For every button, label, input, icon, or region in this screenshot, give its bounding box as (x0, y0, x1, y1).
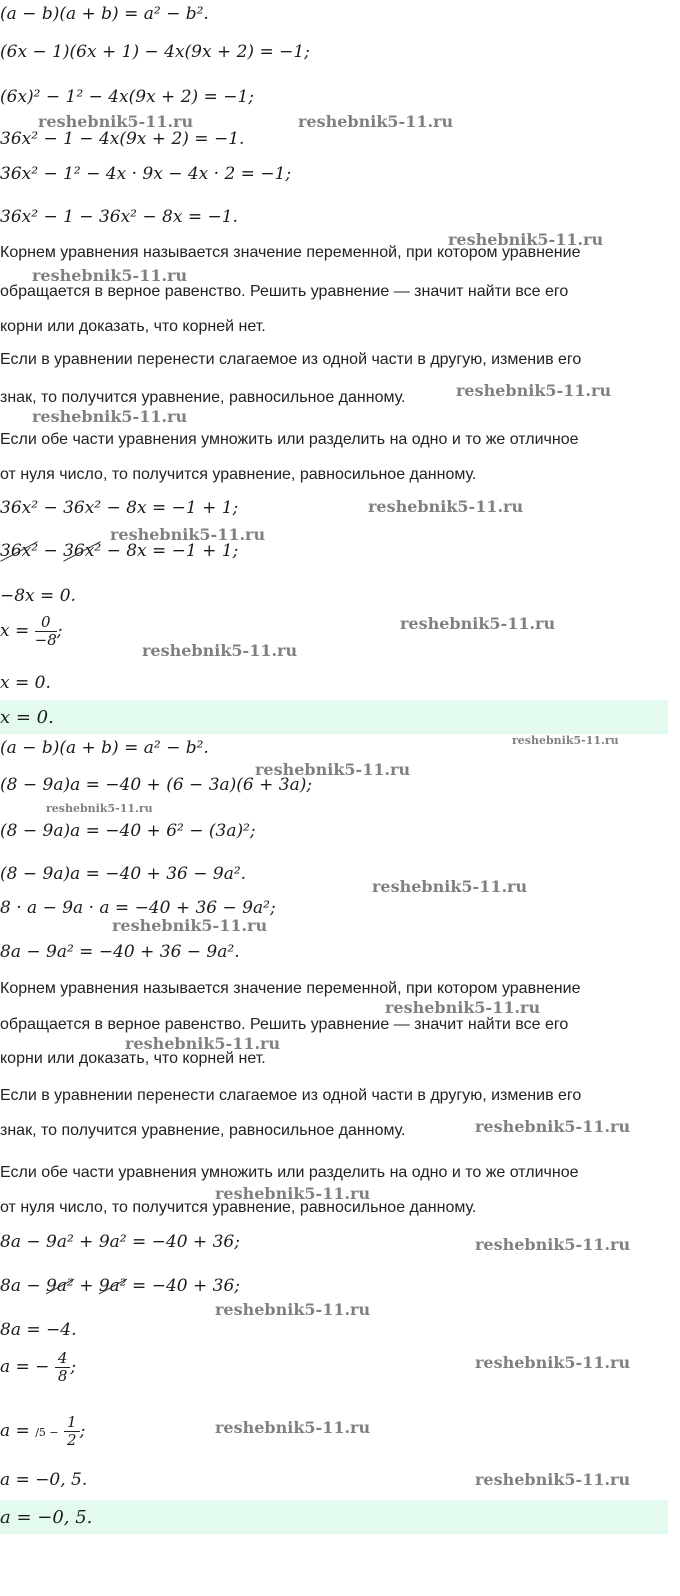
watermark: reshebnik5-11.ru (372, 877, 528, 896)
rule-multiply-line: от нуля число, то получится уравнение, равносильное данному. (0, 466, 477, 483)
rule-transfer-line: Если в уравнении перенести слагаемое из одной части в другую, изменив его (0, 1087, 582, 1104)
equation-line: x = 0. (0, 673, 51, 693)
watermark: reshebnik5-11.ru (456, 381, 612, 400)
rule-multiply-line: от нуля число, то получится уравнение, равносильное данному. (0, 1199, 477, 1216)
equation-line: 36x² − 36x² − 8x = −1 + 1; (0, 498, 239, 518)
identity-line: (a − b)(a + b) = a² − b². (0, 4, 209, 24)
rule-root-line: Корнем уравнения называется значение переменной, при котором уравнение (0, 244, 581, 261)
equation-rest: − 8x = −1 + 1; (106, 541, 239, 561)
watermark: reshebnik5-11.ru (32, 407, 188, 426)
fraction-denominator: 8 (57, 1367, 68, 1385)
equation-line: −8x = 0. (0, 586, 76, 606)
fraction-numerator: 0 (35, 614, 57, 632)
watermark: reshebnik5-11.ru (112, 916, 268, 935)
equation-line: (8 − 9a)a = −40 + 36 − 9a². (0, 864, 247, 884)
cancelled-equation-line (0, 1276, 680, 1296)
equation-line: (8 − 9a)a = −40 + (6 − 3a)(6 + 3a); (0, 775, 313, 795)
watermark: reshebnik5-11.ru (298, 112, 454, 131)
watermark: reshebnik5-11.ru (475, 1235, 631, 1254)
watermark: reshebnik5-11.ru (475, 1470, 631, 1489)
cancelled-equation-line (0, 541, 680, 561)
rule-root-line: Корнем уравнения называется значение переменной, при котором уравнение (0, 980, 581, 997)
watermark: reshebnik5-11.ru (448, 230, 604, 249)
watermark: reshebnik5-11.ru (400, 614, 556, 633)
watermark: reshebnik5-11.ru (385, 998, 541, 1017)
watermark: reshebnik5-11.ru (512, 734, 619, 747)
equation-line: 36x² − 1 − 4x(9x + 2) = −1. (0, 129, 245, 149)
equation-line: 8 · a − 9a · a = −40 + 36 − 9a²; (0, 898, 276, 918)
equation-line: (6x)² − 1² − 4x(9x + 2) = −1; (0, 87, 254, 107)
equation-line: 36x² − 1 − 36x² − 8x = −1. (0, 207, 238, 227)
rule-transfer-line: знак, то получится уравнение, равносильное данному. (0, 1122, 406, 1139)
equation-line: (6x − 1)(6x + 1) − 4x(9x + 2) = −1; (0, 42, 310, 62)
rule-transfer-line: Если в уравнении перенести слагаемое из одной части в другую, изменив его (0, 351, 582, 368)
plus-sign: + (79, 1276, 94, 1296)
fraction-numerator: 4 (55, 1350, 71, 1368)
fraction-lhs: a = − (0, 1357, 50, 1377)
watermark: reshebnik5-11.ru (46, 802, 153, 815)
cancelled-term: 9a² (46, 1276, 74, 1296)
rule-root-line: обращается в верное равенство. Решить уравнение — значит найти все его (0, 283, 569, 300)
minus-sign: − (43, 541, 64, 561)
watermark: reshebnik5-11.ru (215, 1300, 371, 1319)
rule-multiply-line: Если обе части уравнения умножить или разделить на одно и то же отличное (0, 431, 579, 448)
watermark: reshebnik5-11.ru (32, 266, 188, 285)
watermark: reshebnik5-11.ru (125, 1034, 281, 1053)
cancelled-term: 9a² (98, 1276, 127, 1296)
cancelled-term: 36x² (63, 541, 102, 561)
fraction-line: a = − $\frac{4}{8}$ ; (0, 1349, 77, 1385)
equation-line: (8 − 9a)a = −40 + 6² − (3a)²; (0, 821, 256, 841)
cancelled-term: 36x² (0, 541, 39, 561)
equation-line: 36x² − 1² − 4x · 9x − 4x · 2 = −1; (0, 164, 292, 184)
fraction (64, 1414, 80, 1449)
watermark: reshebnik5-11.ru (255, 760, 411, 779)
watermark: reshebnik5-11.ru (142, 641, 298, 660)
watermark: reshebnik5-11.ru (475, 1117, 631, 1136)
fraction-fragment: /5 − (35, 1426, 59, 1439)
watermark: reshebnik5-11.ru (368, 497, 524, 516)
answer-text: x = 0. (0, 707, 54, 728)
equation-start: 8a − (0, 1276, 41, 1296)
watermark: reshebnik5-11.ru (38, 112, 194, 131)
watermark: reshebnik5-11.ru (215, 1418, 371, 1437)
fraction (55, 1350, 71, 1385)
equation-line: 8a = −4. (0, 1320, 77, 1340)
watermark: reshebnik5-11.ru (215, 1184, 371, 1203)
fraction-numerator: 1 (64, 1414, 80, 1432)
answer-highlight (0, 700, 668, 734)
fraction-denominator: 2 (67, 1431, 77, 1449)
rule-transfer-line: знак, то получится уравнение, равносильное данному. (0, 389, 406, 406)
fraction-line: x = $\frac{0}{-8}$ ; (0, 613, 63, 649)
answer-highlight (0, 1500, 668, 1534)
equation-line: 8a − 9a² = −40 + 36 − 9a². (0, 942, 240, 962)
rule-root-line: корни или доказать, что корней нет. (0, 318, 266, 335)
identity-line: (a − b)(a + b) = a² − b². (0, 738, 209, 758)
fraction-lhs: x = (0, 621, 30, 641)
equation-line: 8a − 9a² + 9a² = −40 + 36; (0, 1232, 240, 1252)
equation-line: a = −0, 5. (0, 1470, 88, 1490)
rule-multiply-line: Если обе части уравнения умножить или разделить на одно и то же отличное (0, 1164, 579, 1181)
fraction (35, 614, 57, 649)
fraction-line: a = /5 − $\frac{1}{2}$ ; (0, 1413, 86, 1449)
rule-root-line: обращается в верное равенство. Решить уравнение — значит найти все его (0, 1016, 569, 1033)
watermark: reshebnik5-11.ru (110, 525, 266, 544)
rule-root-line: корни или доказать, что корней нет. (0, 1050, 266, 1067)
fraction-lhs: a = (0, 1421, 30, 1441)
watermark: reshebnik5-11.ru (475, 1353, 631, 1372)
answer-text: a = −0, 5. (0, 1507, 93, 1528)
fraction-denominator: −8 (34, 631, 57, 649)
equation-rest: = −40 + 36; (132, 1276, 240, 1296)
